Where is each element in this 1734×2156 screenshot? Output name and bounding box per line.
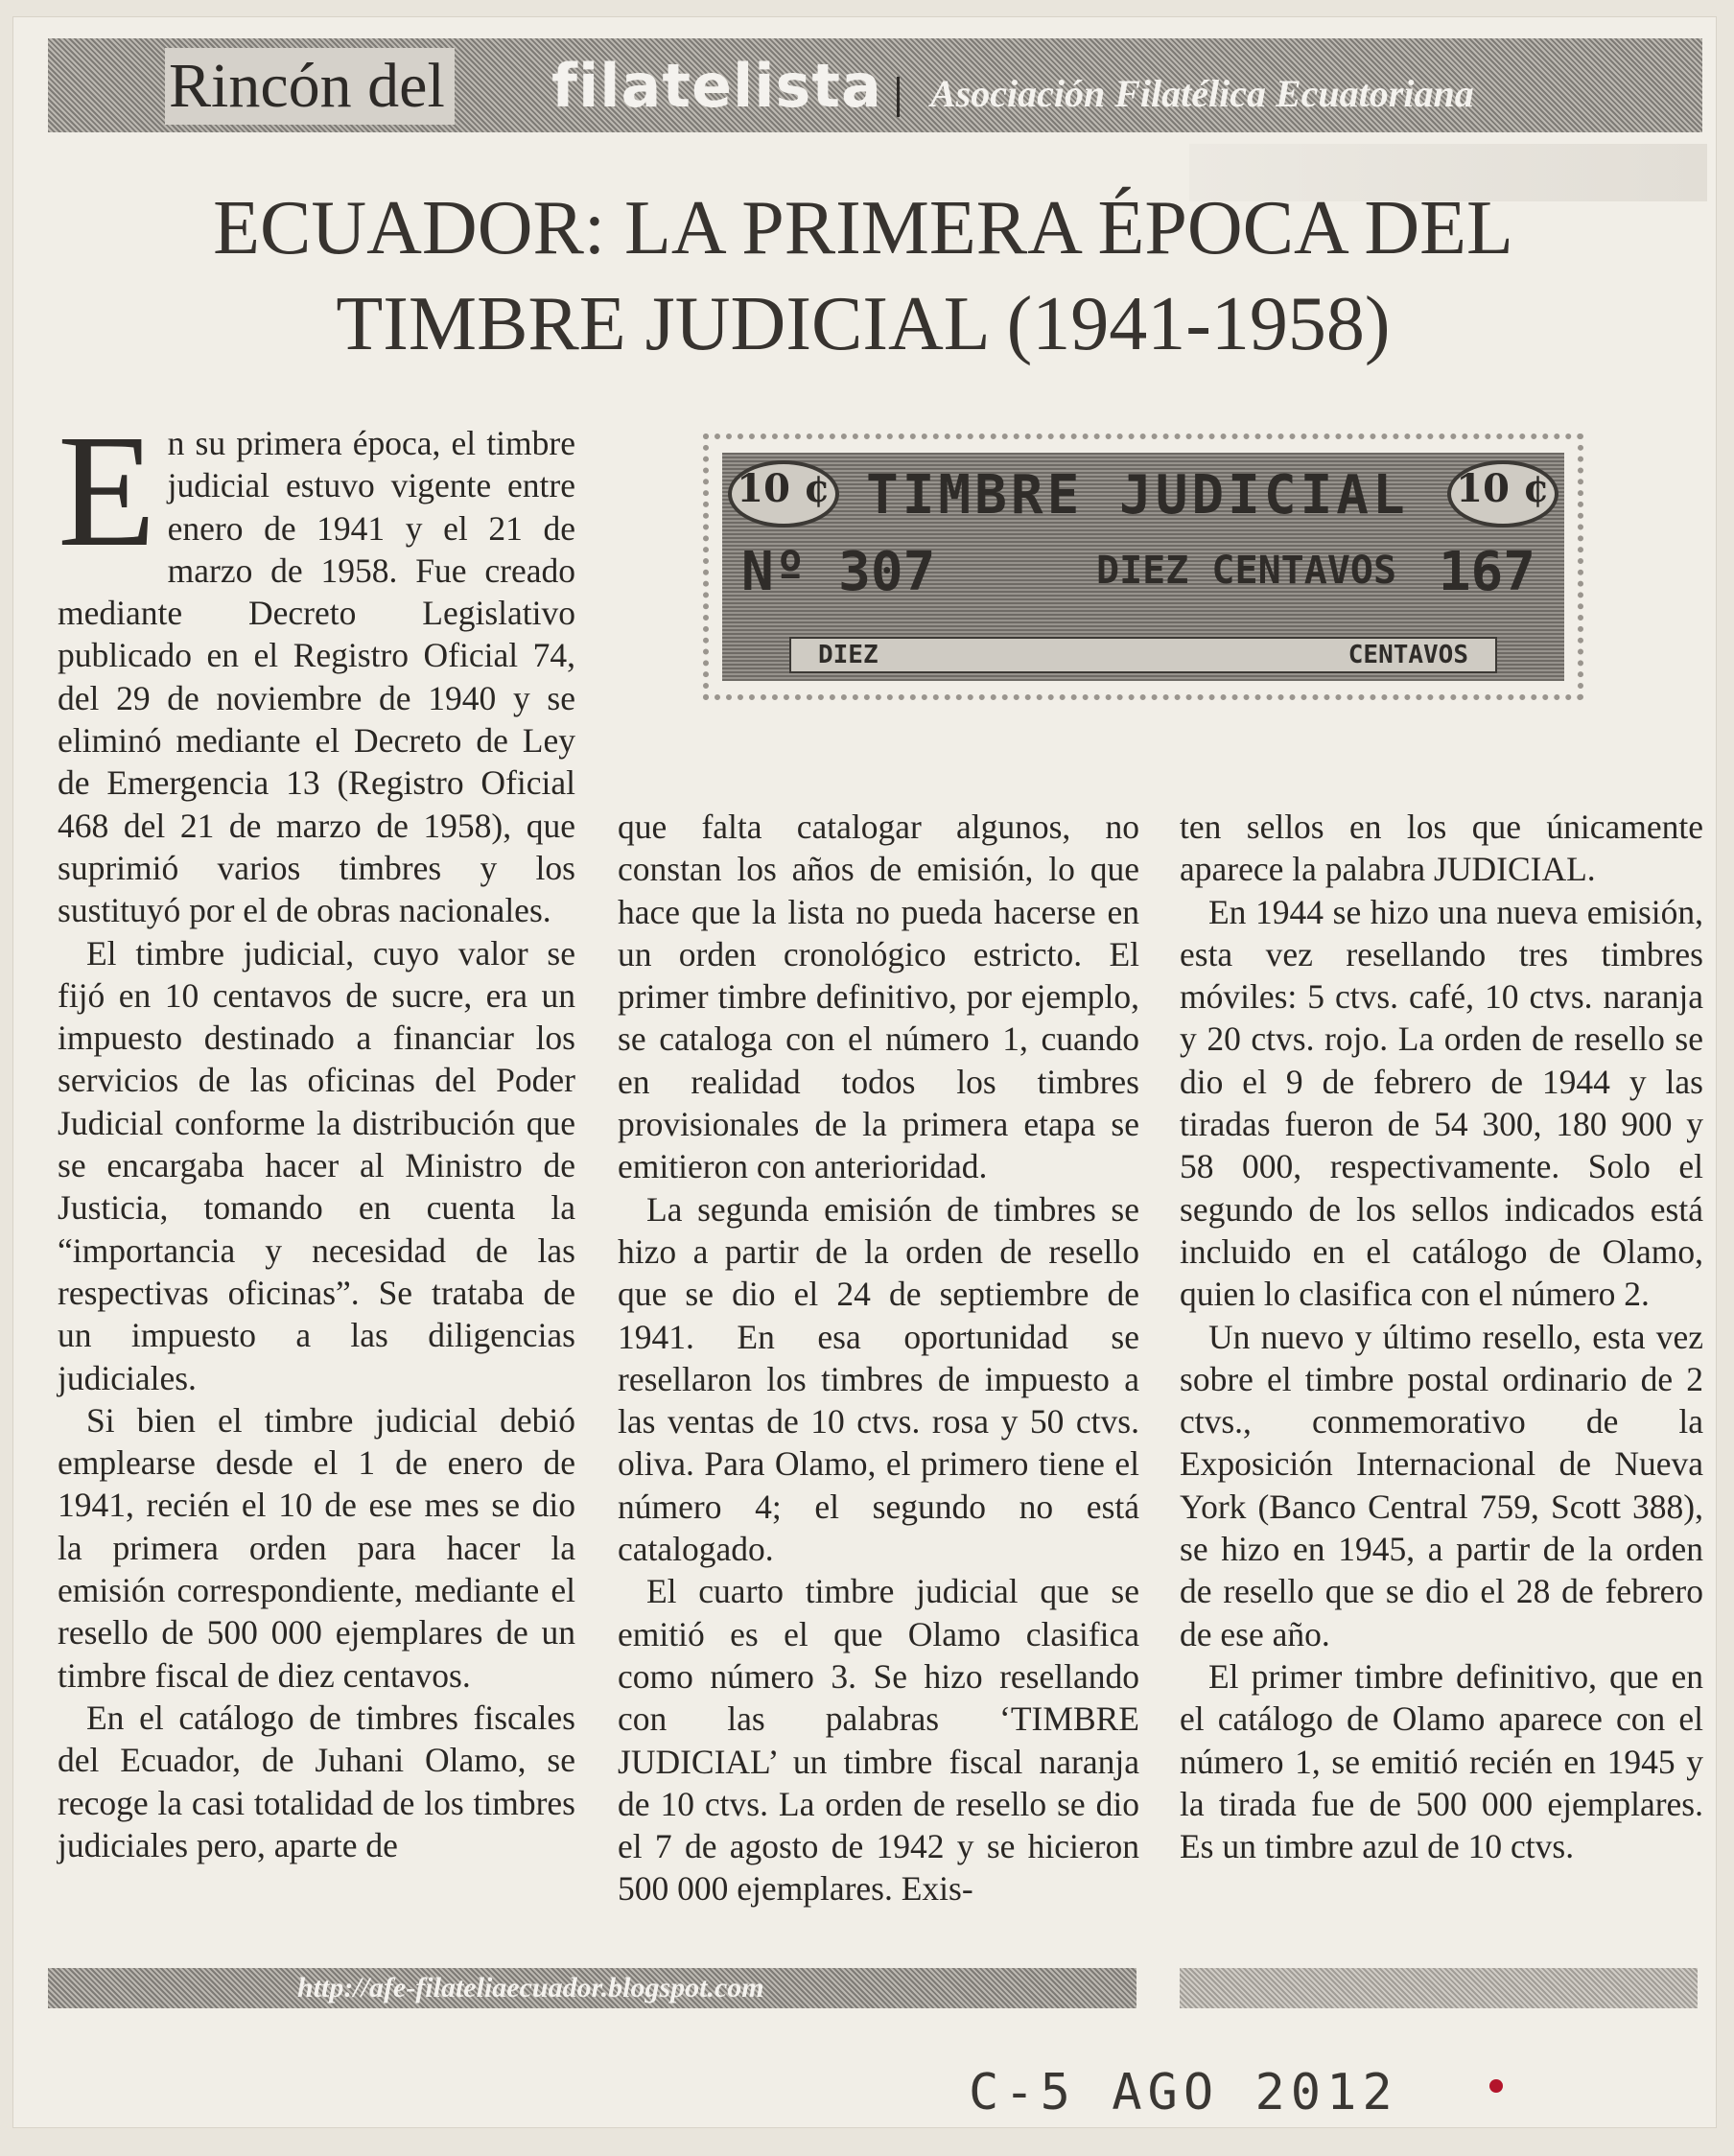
stamp-serial-right: 167 (1438, 541, 1535, 603)
paragraph-4: En el catálogo de timbres fiscales del Ecuador, de Juhani Olamo, se recoge la casi totalidad de los timbres judiciales pero, aparte de (58, 1698, 575, 1864)
paragraph-7: En 1944 se hizo una nueva emisión, esta vez resellando tres timbres móviles: 5 ctvs. café, 10 ctvs. naranja y 20 ctvs. rojo. La orden de resello se dio el 9 de febrero de 1944 y las tiradas fueron de 54 300, 180 900 y 58 000, respectivamente. Solo el segundo de los sellos indicados está incluido en el catálogo de Olamo, quien lo clasifica con el número 2. (1180, 892, 1703, 1314)
date-stamp: C-5 AGO 2012 (969, 2064, 1398, 2121)
drop-cap: E (58, 402, 156, 580)
paragraph-1-text: n su primera época, el timbre judicial estuvo vigente entre enero de 1941 y el 21 de marzo de 1958. Fue creado mediante Decreto Legislativo publicado en el Registro Oficial 74, del 29 de noviembre de 1940 y se eliminó mediante el Decreto de Ley de Emergencia 13 (Registro Oficial 468 del 21 de marzo de 1958), que suprimió varios timbres y los sustituyó por el de obras nacionales. (58, 424, 575, 930)
stamp-serial-left: Nº 307 (741, 541, 936, 603)
paragraph-1 (58, 402, 575, 932)
stamp-footer-left: DIEZ (818, 641, 879, 669)
article-column-2 (618, 806, 1139, 1910)
paragraph-5: La segunda emisión de timbres se hizo a partir de la orden de resello que se dio el 24 de septiembre de 1941. En esa oportunidad se resellaron los timbres de impuesto a las ventas de 10 ctvs. rosa y 50 ctvs. oliva. Para Olamo, el primero tiene el número 4; el segundo no está catalogado. (618, 1189, 1139, 1569)
stamp-overprint: TIMBRE JUDICIAL (866, 464, 1409, 527)
paragraph-2: El timbre judicial, cuyo valor se fijó en 10 centavos de sucre, era un impuesto destinado a financiar los servicios de las oficinas del Poder Judicial conforme la distribución que se encargaba hacer al Ministro de Justicia, tomando en cuenta la “importancia y necesidad de las respectivas oficinas”. Se trataba de un impuesto a las diligencias judiciales. (58, 933, 575, 1397)
paragraph-6-continued: ten sellos en los que únicamente aparece la palabra JUDICIAL. (1180, 808, 1703, 889)
stamp-footer-right: CENTAVOS (1347, 641, 1468, 669)
stamp-value-right: 10 ¢ (1456, 466, 1550, 511)
footer-url: http://afe-filateliaecuador.blogspot.com (297, 1972, 764, 2004)
stamp-denomination: DIEZ CENTAVOS (1096, 549, 1397, 593)
association-name: Asociación Filatélica Ecuatoriana (930, 72, 1474, 115)
stamp-engraving (722, 453, 1564, 681)
paragraph-4-continued: que falta catalogar algunos, no constan los años de emisión, lo que hace que la lista no pueda hacerse en un orden cronológico estricto. El primer timbre definitivo, por ejemplo, se cataloga con el número 1, cuando en realidad todos los timbres provisionales de la primera etapa se emitieron con anterioridad. (618, 808, 1139, 1186)
banner-divider (897, 77, 900, 117)
paragraph-3: Si bien el timbre judicial debió emplearse desde el 1 de enero de 1941, recién el 10 de ese mes se dio la primera orden para hacer la emisión correspondiente, mediante el resello de 500 000 ejemplares de un timbre fiscal de diez centavos. (58, 1400, 575, 1695)
paragraph-6: El cuarto timbre judicial que se emitió es el que Olamo clasifica como número 3. Se hizo resellando con las palabras ‘TIMBRE JUDICIAL’ un timbre fiscal naranja de 10 ctvs. La orden de resello se dio el 7 de agosto de 1942 y se hicieron 500 000 ejemplares. Exis- (618, 1572, 1139, 1909)
paragraph-8: Un nuevo y último resello, esta vez sobre el timbre postal ordinario de 2 ctvs., conmemorativo de la Exposición Internacional de Nueva York (Banco Central 759, Scott 388), se hizo en 1945, a partir de la orden de resello que se dio el 28 de febrero de ese año. (1180, 1317, 1703, 1653)
section-title-highlight: filatelista (551, 51, 882, 121)
stamp-value-left: 10 ¢ (737, 466, 831, 511)
article-column-1 (58, 402, 575, 1866)
article-column-3 (1180, 806, 1703, 1867)
paragraph-9: El primer timbre definitivo, que en el catálogo de Olamo aparece con el número 1, se emitió recién en 1945 y la tirada fue de 500 000 ejemplares. Es un timbre azul de 10 ctvs. (1180, 1656, 1703, 1866)
headline-line-1: ECUADOR: LA PRIMERA ÉPOCA DEL (213, 186, 1513, 270)
red-dot-mark (1489, 2079, 1503, 2093)
section-title: Rincón del (165, 48, 455, 125)
footer-banner-right (1180, 1968, 1698, 2008)
stamp-image (703, 434, 1583, 700)
article-headline (163, 180, 1563, 372)
headline-line-2: TIMBRE JUDICIAL (1941-1958) (336, 282, 1391, 366)
